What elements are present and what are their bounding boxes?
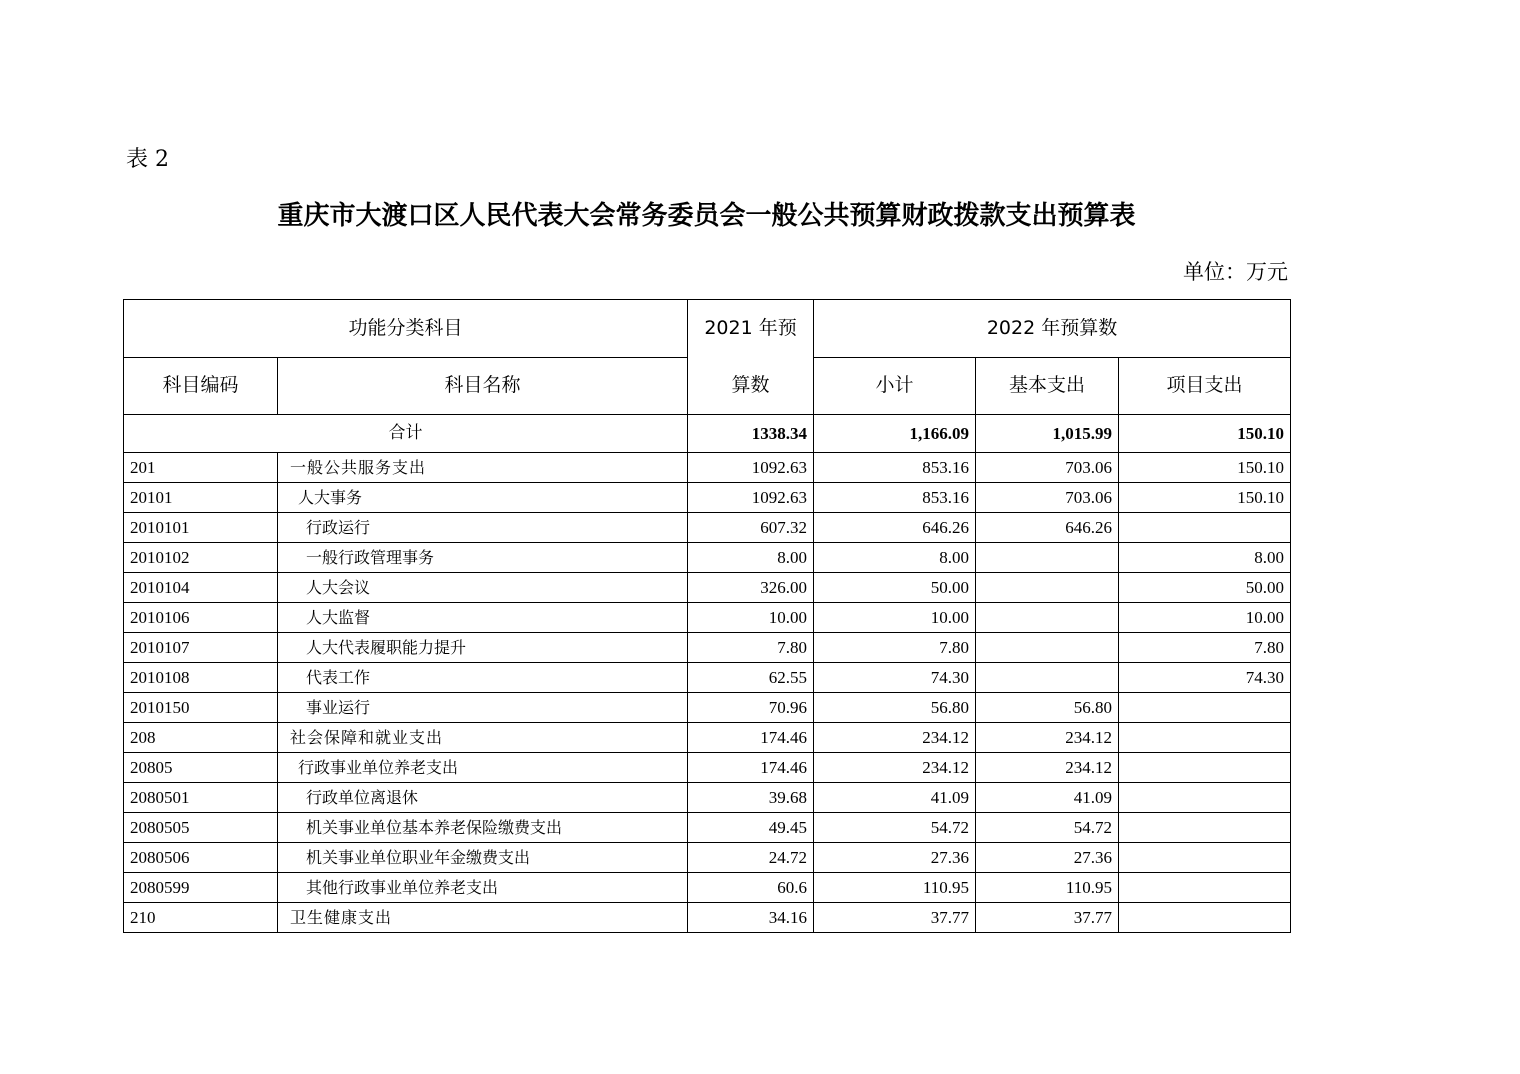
row-project: 74.30 (1119, 663, 1291, 693)
header-code: 科目编码 (124, 357, 278, 415)
row-code: 2080506 (124, 843, 278, 873)
row-name: 一般行政管理事务 (278, 543, 688, 573)
row-name: 行政事业单位养老支出 (278, 753, 688, 783)
row-basic: 54.72 (976, 813, 1119, 843)
row-code: 2080501 (124, 783, 278, 813)
row-2021: 174.46 (688, 753, 814, 783)
row-2021: 10.00 (688, 603, 814, 633)
table-row (124, 783, 1291, 813)
row-2021: 8.00 (688, 543, 814, 573)
row-name: 人大监督 (278, 603, 688, 633)
row-subtotal: 234.12 (814, 723, 976, 753)
row-subtotal: 853.16 (814, 483, 976, 513)
table-row (124, 873, 1291, 903)
header-name: 科目名称 (278, 357, 688, 415)
row-name: 社会保障和就业支出 (278, 723, 688, 753)
row-2021: 62.55 (688, 663, 814, 693)
row-subtotal: 8.00 (814, 543, 976, 573)
row-code: 20805 (124, 753, 278, 783)
table-row (124, 753, 1291, 783)
row-code: 2010107 (124, 633, 278, 663)
row-subtotal: 37.77 (814, 903, 976, 933)
total-row (124, 415, 1291, 453)
total-basic: 1,015.99 (976, 415, 1119, 453)
header-2021-budget (688, 300, 814, 415)
row-basic (976, 543, 1119, 573)
row-name: 人大会议 (278, 573, 688, 603)
row-code: 2010104 (124, 573, 278, 603)
row-project: 150.10 (1119, 483, 1291, 513)
document-title: 重庆市大渡口区人民代表大会常务委员会一般公共预算财政拨款支出预算表 (277, 201, 1136, 231)
table-row (124, 453, 1291, 483)
row-basic: 703.06 (976, 453, 1119, 483)
row-code: 208 (124, 723, 278, 753)
row-2021: 39.68 (688, 783, 814, 813)
row-project (1119, 693, 1291, 723)
row-project: 10.00 (1119, 603, 1291, 633)
row-subtotal: 56.80 (814, 693, 976, 723)
row-2021: 326.00 (688, 573, 814, 603)
row-code: 201 (124, 453, 278, 483)
row-project (1119, 723, 1291, 753)
table-row (124, 633, 1291, 663)
row-code: 2010150 (124, 693, 278, 723)
row-project: 7.80 (1119, 633, 1291, 663)
row-name: 事业运行 (278, 693, 688, 723)
row-project (1119, 783, 1291, 813)
row-code: 2080505 (124, 813, 278, 843)
table-row (124, 693, 1291, 723)
row-basic (976, 663, 1119, 693)
row-code: 2010108 (124, 663, 278, 693)
row-code: 210 (124, 903, 278, 933)
row-2021: 49.45 (688, 813, 814, 843)
row-name: 代表工作 (278, 663, 688, 693)
table-row (124, 603, 1291, 633)
row-project: 8.00 (1119, 543, 1291, 573)
header-project: 项目支出 (1119, 357, 1291, 415)
row-subtotal: 10.00 (814, 603, 976, 633)
row-subtotal: 234.12 (814, 753, 976, 783)
row-2021: 60.6 (688, 873, 814, 903)
row-code: 2080599 (124, 873, 278, 903)
row-2021: 7.80 (688, 633, 814, 663)
total-project: 150.10 (1119, 415, 1291, 453)
header-subtotal: 小计 (814, 357, 976, 415)
row-subtotal: 74.30 (814, 663, 976, 693)
row-basic (976, 603, 1119, 633)
row-2021: 1092.63 (688, 483, 814, 513)
total-2021: 1338.34 (688, 415, 814, 453)
row-2021: 607.32 (688, 513, 814, 543)
table-number-label: 表 2 (126, 147, 169, 172)
row-2021: 34.16 (688, 903, 814, 933)
row-code: 20101 (124, 483, 278, 513)
row-name: 其他行政事业单位养老支出 (278, 873, 688, 903)
table-row (124, 513, 1291, 543)
total-label: 合计 (124, 415, 688, 453)
budget-table (123, 299, 1291, 933)
row-project (1119, 513, 1291, 543)
row-subtotal: 27.36 (814, 843, 976, 873)
row-name: 卫生健康支出 (278, 903, 688, 933)
row-basic: 234.12 (976, 723, 1119, 753)
header-basic: 基本支出 (976, 357, 1119, 415)
row-basic (976, 573, 1119, 603)
row-name: 人大事务 (278, 483, 688, 513)
row-project (1119, 813, 1291, 843)
row-subtotal: 41.09 (814, 783, 976, 813)
header-2021-line2: 算数 (731, 374, 770, 396)
row-project (1119, 873, 1291, 903)
row-project (1119, 843, 1291, 873)
row-subtotal: 646.26 (814, 513, 976, 543)
header-2021-line1: 2021 年预 (704, 317, 797, 339)
header-row-1 (124, 300, 1291, 358)
table-row (124, 723, 1291, 753)
row-2021: 1092.63 (688, 453, 814, 483)
row-name: 一般公共服务支出 (278, 453, 688, 483)
row-code: 2010102 (124, 543, 278, 573)
total-subtotal: 1,166.09 (814, 415, 976, 453)
row-2021: 174.46 (688, 723, 814, 753)
row-project: 150.10 (1119, 453, 1291, 483)
unit-label: 单位：万元 (1183, 260, 1288, 284)
row-basic: 110.95 (976, 873, 1119, 903)
row-basic: 703.06 (976, 483, 1119, 513)
row-name: 行政运行 (278, 513, 688, 543)
table-row (124, 813, 1291, 843)
row-project (1119, 753, 1291, 783)
row-basic: 37.77 (976, 903, 1119, 933)
row-project: 50.00 (1119, 573, 1291, 603)
row-basic: 27.36 (976, 843, 1119, 873)
table-row (124, 543, 1291, 573)
table-row (124, 663, 1291, 693)
table-row (124, 843, 1291, 873)
row-subtotal: 54.72 (814, 813, 976, 843)
row-basic: 234.12 (976, 753, 1119, 783)
row-name: 人大代表履职能力提升 (278, 633, 688, 663)
row-name: 行政单位离退休 (278, 783, 688, 813)
row-subtotal: 7.80 (814, 633, 976, 663)
row-name: 机关事业单位职业年金缴费支出 (278, 843, 688, 873)
row-basic (976, 633, 1119, 663)
row-code: 2010106 (124, 603, 278, 633)
row-basic: 41.09 (976, 783, 1119, 813)
row-code: 2010101 (124, 513, 278, 543)
row-subtotal: 853.16 (814, 453, 976, 483)
table-row (124, 483, 1291, 513)
row-2021: 70.96 (688, 693, 814, 723)
row-name: 机关事业单位基本养老保险缴费支出 (278, 813, 688, 843)
row-subtotal: 110.95 (814, 873, 976, 903)
row-2021: 24.72 (688, 843, 814, 873)
header-2022-budget: 2022 年预算数 (814, 300, 1291, 358)
row-subtotal: 50.00 (814, 573, 976, 603)
row-basic: 646.26 (976, 513, 1119, 543)
table-row (124, 903, 1291, 933)
row-project (1119, 903, 1291, 933)
row-basic: 56.80 (976, 693, 1119, 723)
table-row (124, 573, 1291, 603)
header-func-class: 功能分类科目 (124, 300, 688, 358)
